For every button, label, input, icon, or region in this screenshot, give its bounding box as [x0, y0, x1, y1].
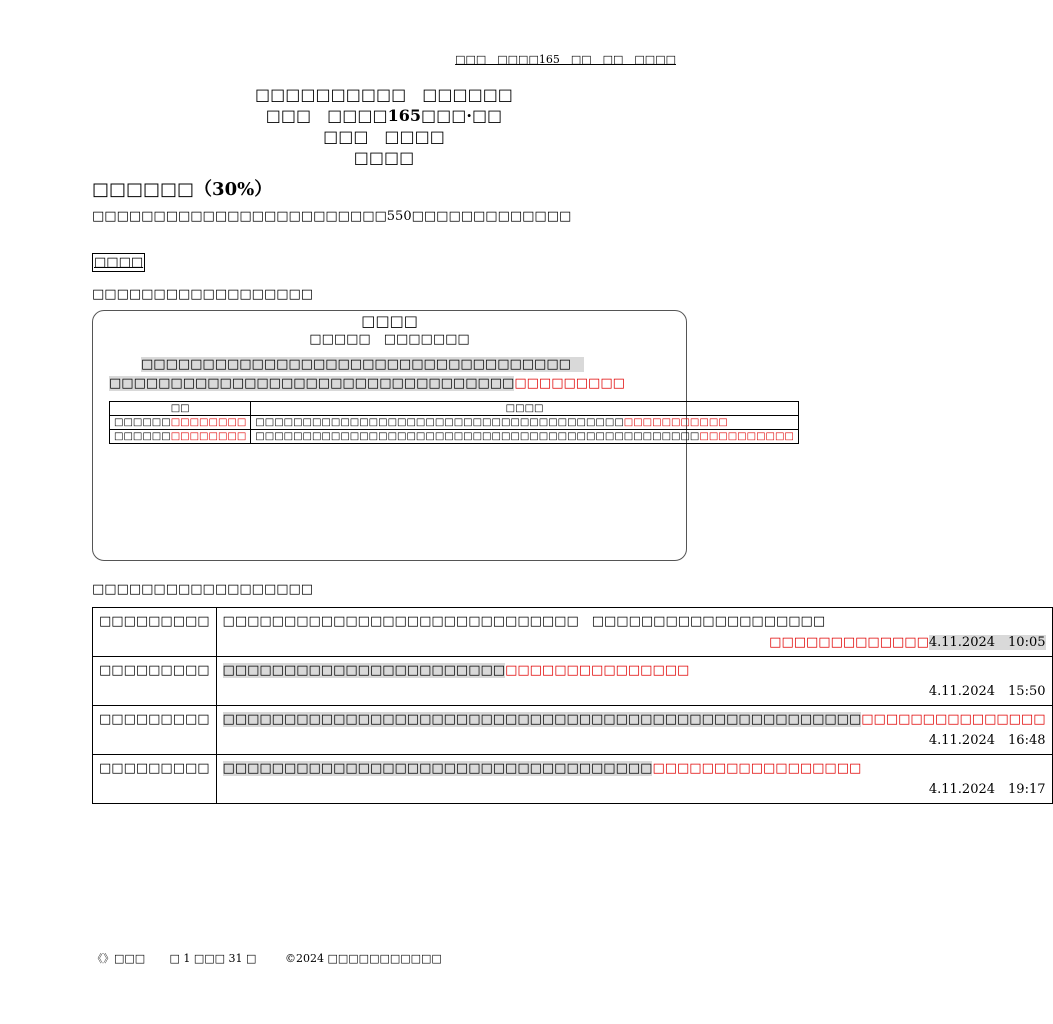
message-log-table	[92, 607, 1053, 804]
table-row	[93, 755, 1053, 804]
notice-table-header: □□	[110, 402, 251, 416]
notice-body	[109, 355, 670, 393]
page-header: □□□ □□□□165 □□ □□ □□□□	[455, 53, 676, 66]
notice-box	[92, 310, 794, 561]
notice-table-row	[110, 416, 799, 430]
section-heading: □□□□□□（30%）	[92, 179, 273, 200]
notice-body-red: □□□□□□□□□	[514, 376, 625, 391]
notice-table-cell: □□□□□□□□□□□□□□□□□□□□□□□□□□□□□□□□□□□□□□□□□□□□□□□□□□□□□□□□□	[251, 430, 799, 444]
log-time: 4.11.2024 19:17	[928, 782, 1046, 797]
notice-table-cell: □□□□□□□□□□□□□□□□□□□□□□□□□□□□□□□□□□□□□□□□□□□□□□□□□□	[251, 416, 799, 430]
log-sender: □□□□□□□□□	[93, 706, 217, 755]
title-line-1: □□□□□□□□□□ □□□□□□	[255, 85, 513, 104]
log-sender: □□□□□□□□□	[93, 755, 217, 804]
log-sender: □□□□□□□□□	[93, 657, 217, 706]
log-time: 4.11.2024 15:50	[928, 684, 1046, 699]
log-time: 4.11.2024 10:05	[928, 635, 1046, 650]
log-message: □□□□□□□□□□□□□□□□□□□□□□□□□□□□□□□□□□□□□□ 4.11.2024 15:50	[216, 657, 1052, 706]
table-row	[93, 657, 1053, 706]
log-message: □□□□□□□□□□□□□□□□□□□□□□□□□□□□□□□□□□□□□□□□□□□□□□□□□□□□□□□□□□□□□□□□□□□ 4.11.2024 16:48	[216, 706, 1052, 755]
title-line-4: □□□□	[353, 148, 415, 167]
log-message: □□□□□□□□□□□□□□□□□□□□□□□□□□□□□ □□□□□□□□□□□□□□□□□□□ □□□□□□□□□□□□□4.11.2024 10:05	[216, 608, 1052, 657]
notice-table-cell: □□□□□□□□□□□□□□	[110, 416, 251, 430]
log-time: 4.11.2024 16:48	[928, 733, 1046, 748]
notice-body-text: □□□□□□□□□□□□□□□□□□□□□□□□□□□□□□□□□□□ □□□□□□□□□□□□□□□□□□□□□□□□□□□□□□□□□	[109, 357, 584, 391]
notice-title: □□□□	[361, 312, 418, 330]
footer-page-number: □ 1 □□□ 31 □	[169, 952, 257, 965]
task-label: □□□□	[94, 255, 144, 270]
page-footer	[92, 950, 442, 966]
log-sender: □□□□□□□□□	[93, 608, 217, 657]
notice-table	[109, 401, 799, 444]
prompt-notice: □□□□□□□□□□□□□□□□□□	[92, 287, 314, 302]
table-row	[93, 608, 1053, 657]
notice-table-row	[110, 430, 799, 444]
title-line-2: □□□ □□□□165□□□·□□	[265, 106, 503, 125]
document-title	[0, 84, 768, 168]
footer-copyright: ©2024 □□□□□□□□□□□	[285, 952, 442, 965]
notice-subtitle: □□□□□ □□□□□□□	[309, 332, 470, 347]
prompt-log: □□□□□□□□□□□□□□□□□□	[92, 582, 314, 597]
notice-table-header: □□□□	[251, 402, 799, 416]
log-message: □□□□□□□□□□□□□□□□□□□□□□□□□□□□□□□□□□□□□□□□□□□□□□□□□□□□ 4.11.2024 19:17	[216, 755, 1052, 804]
footer-left: 《》□□□	[92, 952, 146, 965]
instruction-text: □□□□□□□□□□□□□□□□□□□□□□□□550□□□□□□□□□□□□□	[92, 209, 572, 224]
title-line-3: □□□ □□□□	[323, 127, 445, 146]
notice-table-cell: □□□□□□□□□□□□□□	[110, 430, 251, 444]
table-row	[93, 706, 1053, 755]
